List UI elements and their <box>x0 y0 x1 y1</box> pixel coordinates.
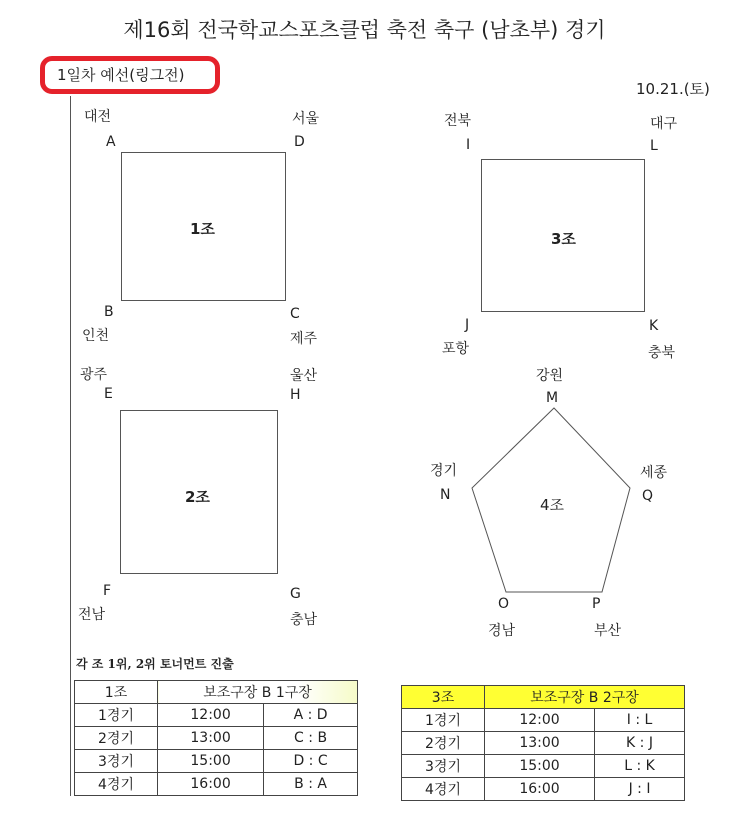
team-letter-a: A <box>106 134 116 150</box>
table-header-group: 1조 <box>75 681 158 704</box>
table-header-field: 보조구장 B 1구장 <box>158 681 358 704</box>
group-4-label: 4조 <box>540 496 565 514</box>
team-letter-o: O <box>498 596 510 612</box>
match-time: 15:00 <box>485 755 595 778</box>
team-letter-k: K <box>649 318 659 334</box>
team-letter-c: C <box>290 306 300 322</box>
team-letter-f: F <box>103 583 112 599</box>
region-label-e: 광주 <box>80 367 108 383</box>
table-header-field: 보조구장 B 2구장 <box>485 686 685 709</box>
team-letter-j: J <box>465 317 470 333</box>
match-number: 2경기 <box>402 732 485 755</box>
team-letter-m: M <box>546 390 559 406</box>
team-letter-l: L <box>650 138 658 154</box>
table-row <box>75 773 358 796</box>
team-letter-d: D <box>294 134 305 150</box>
match-pairing: D : C <box>264 750 358 773</box>
team-letter-b: B <box>104 304 114 320</box>
match-time: 15:00 <box>158 750 264 773</box>
region-label-c: 제주 <box>290 331 318 347</box>
team-letter-n: N <box>440 487 451 503</box>
table-row <box>402 732 685 755</box>
team-letter-i: I <box>466 137 471 153</box>
region-label-a: 대전 <box>84 109 112 125</box>
match-time: 13:00 <box>158 727 264 750</box>
region-label-n: 경기 <box>430 463 458 479</box>
table-row <box>402 778 685 801</box>
group-3-label: 3조 <box>551 230 576 248</box>
region-label-f: 전남 <box>78 607 106 623</box>
match-number: 3경기 <box>402 755 485 778</box>
table-header-group: 3조 <box>402 686 485 709</box>
match-number: 1경기 <box>402 709 485 732</box>
page-title: 제16회 전국학교스포츠클럽 축전 축구 (남초부) 경기 <box>123 18 606 42</box>
table-header-row <box>75 681 358 704</box>
table-row <box>75 704 358 727</box>
region-label-g: 충남 <box>290 612 318 628</box>
team-letter-h: H <box>290 387 301 403</box>
frame-border <box>70 96 71 796</box>
match-pairing: K : J <box>595 732 685 755</box>
table-row <box>75 750 358 773</box>
team-letter-g: G <box>290 586 301 602</box>
region-label-q: 세종 <box>640 465 668 481</box>
team-letter-e: E <box>104 386 113 402</box>
match-time: 12:00 <box>158 704 264 727</box>
region-label-h: 울산 <box>290 368 318 384</box>
region-label-i: 전북 <box>444 113 472 129</box>
match-time: 13:00 <box>485 732 595 755</box>
schedule-table-group-1 <box>74 680 358 796</box>
match-time: 16:00 <box>158 773 264 796</box>
match-pairing: L : K <box>595 755 685 778</box>
match-number: 4경기 <box>402 778 485 801</box>
match-number: 2경기 <box>75 727 158 750</box>
match-time: 16:00 <box>485 778 595 801</box>
day-label-highlight: 1일차 예선(링그전) <box>40 56 220 94</box>
region-label-o: 경남 <box>488 623 516 639</box>
region-label-k: 충북 <box>648 345 676 361</box>
region-label-b: 인천 <box>82 328 110 344</box>
match-number: 1경기 <box>75 704 158 727</box>
region-label-j: 포항 <box>442 341 470 357</box>
table-row <box>75 727 358 750</box>
match-number: 3경기 <box>75 750 158 773</box>
match-pairing: J : I <box>595 778 685 801</box>
match-pairing: B : A <box>264 773 358 796</box>
table-row <box>402 755 685 778</box>
group-1-label: 1조 <box>190 220 215 238</box>
team-letter-q: Q <box>642 488 654 504</box>
table-row <box>402 709 685 732</box>
region-label-l: 대구 <box>650 116 678 132</box>
match-pairing: C : B <box>264 727 358 750</box>
region-label-m: 강원 <box>536 368 564 384</box>
team-letter-p: P <box>592 596 601 612</box>
schedule-table-group-3 <box>401 685 685 801</box>
group-2-label: 2조 <box>185 488 210 506</box>
table-header-row <box>402 686 685 709</box>
match-number: 4경기 <box>75 773 158 796</box>
match-pairing: A : D <box>264 704 358 727</box>
match-date: 10.21.(토) <box>636 80 710 98</box>
match-pairing: I : L <box>595 709 685 732</box>
region-label-d: 서울 <box>292 111 320 127</box>
region-label-p: 부산 <box>594 623 622 639</box>
match-time: 12:00 <box>485 709 595 732</box>
advancement-note: 각 조 1위, 2위 토너먼트 진출 <box>76 657 234 671</box>
